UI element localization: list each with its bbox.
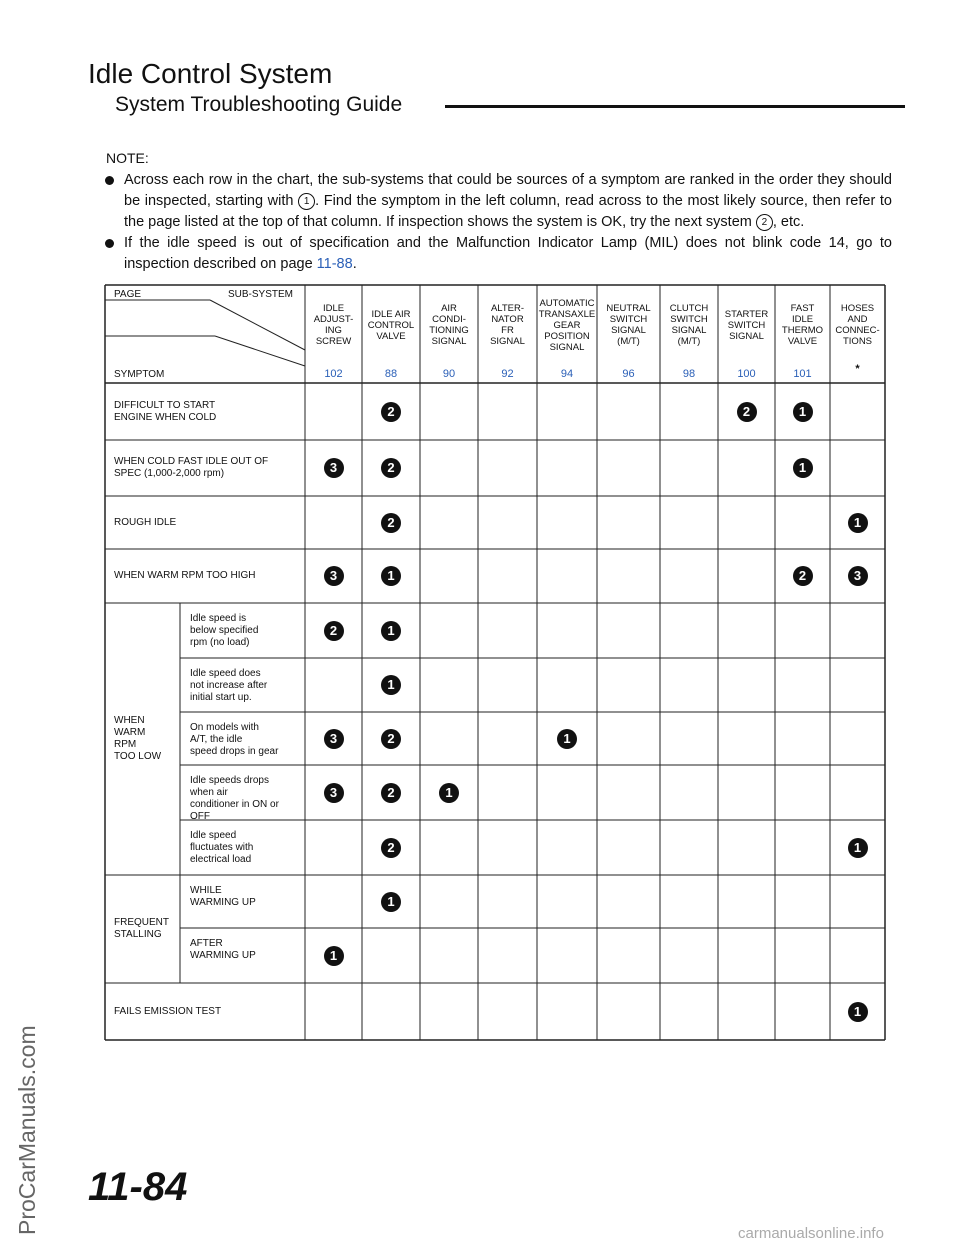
page-number: 11-84 bbox=[88, 1165, 188, 1209]
symptom-label-line: WHEN WARM RPM TOO HIGH bbox=[114, 570, 256, 581]
symptom-label-line: WARMING UP bbox=[190, 897, 256, 908]
rank-marker-icon: 2 bbox=[381, 402, 401, 422]
column-header-line: FAST bbox=[790, 303, 815, 314]
rank-marker-icon: 1 bbox=[381, 566, 401, 586]
symptom-label-line: SPEC (1,000-2,000 rpm) bbox=[114, 468, 225, 479]
rank-marker-icon: 2 bbox=[793, 566, 813, 586]
rank-marker-icon: 2 bbox=[324, 621, 344, 641]
rank-marker-icon: 3 bbox=[324, 729, 344, 749]
column-header-line: NEUTRAL bbox=[606, 303, 651, 314]
symptom-label-line: On models with bbox=[190, 722, 259, 733]
symptom-group-label bbox=[114, 917, 169, 941]
symptom-label-line: speed drops in gear bbox=[190, 746, 279, 757]
symptom-label bbox=[114, 400, 301, 424]
column-header-line: THERMO bbox=[781, 325, 824, 336]
symptom-label-line: when air bbox=[190, 787, 228, 798]
circled-number-icon: 1 bbox=[298, 193, 315, 210]
symptom-label bbox=[190, 722, 301, 758]
column-header bbox=[660, 303, 718, 347]
column-header-line: SCREW bbox=[315, 336, 352, 347]
rank-marker-icon: 3 bbox=[848, 566, 868, 586]
rank-marker-icon: 2 bbox=[381, 513, 401, 533]
column-header-line: SIGNAL bbox=[549, 341, 585, 353]
column-header-line: CONDI- bbox=[432, 314, 466, 325]
column-header-line: TIONING bbox=[429, 325, 469, 336]
column-header-line: ALTER- bbox=[490, 303, 525, 314]
column-header-line: CONTROL bbox=[367, 319, 415, 331]
column-page-ref: 94 bbox=[560, 368, 574, 380]
column-header-line: NATOR bbox=[491, 314, 524, 325]
symptom-label-line: WHILE bbox=[190, 885, 222, 896]
column-header-line: SIGNAL bbox=[729, 330, 764, 342]
grid-line bbox=[210, 300, 305, 350]
rank-marker-icon: 2 bbox=[381, 729, 401, 749]
symptom-label-line: Idle speed does bbox=[190, 668, 261, 679]
symptom-label-line: rpm (no load) bbox=[190, 637, 250, 648]
note-2-end: . bbox=[352, 256, 357, 272]
column-page-ref: 90 bbox=[442, 368, 456, 380]
rank-marker-icon: 1 bbox=[439, 783, 459, 803]
column-page-ref: 92 bbox=[501, 368, 514, 380]
column-header-line: CLUTCH bbox=[669, 303, 709, 314]
note-label: NOTE: bbox=[106, 150, 149, 166]
symptom-label bbox=[190, 775, 301, 823]
symptom-label-line: FAILS EMISSION TEST bbox=[114, 1005, 222, 1017]
page-title: Idle Control System bbox=[88, 58, 333, 89]
column-header-line: CONNEC- bbox=[835, 325, 880, 336]
symptom-label-line: Idle speeds drops bbox=[190, 775, 269, 786]
rank-marker-icon: 2 bbox=[381, 783, 401, 803]
symptom-label bbox=[190, 830, 301, 866]
column-page-ref: 98 bbox=[682, 368, 696, 380]
symptom-label-line: AFTER bbox=[190, 938, 223, 949]
column-header-line: (M/T) bbox=[617, 336, 640, 347]
symptom-group-label bbox=[114, 715, 161, 763]
symptom-label-line: not increase after bbox=[190, 680, 268, 691]
corner-subsystem-label: SUB-SYSTEM bbox=[228, 289, 294, 300]
column-header-line: HOSES bbox=[840, 303, 875, 314]
note-2-text: If the idle speed is out of specification and the Malfunction Indicator Lamp (MIL) does not blink code 14, go to inspection described on page bbox=[124, 235, 892, 272]
symptom-label bbox=[190, 938, 301, 962]
symptom-group-label-line: STALLING bbox=[114, 929, 162, 940]
rank-marker-icon: 1 bbox=[793, 458, 813, 478]
column-header bbox=[478, 303, 537, 347]
symptom-label-line: conditioner in ON or bbox=[190, 799, 279, 810]
rank-marker-icon: 1 bbox=[848, 1002, 868, 1022]
symptom-label-line: WARMING UP bbox=[190, 950, 256, 961]
column-header-line: STARTER bbox=[724, 308, 769, 320]
note-1-text-c: , etc. bbox=[772, 214, 805, 230]
rank-marker-icon: 2 bbox=[381, 458, 401, 478]
column-page-ref: * bbox=[855, 363, 860, 375]
column-header-line: SWITCH bbox=[727, 319, 766, 331]
column-page-ref: 102 bbox=[324, 368, 343, 380]
footer-site: carmanualsonline.info bbox=[738, 1225, 884, 1242]
symptom-group-label-line: TOO LOW bbox=[114, 751, 162, 762]
symptom-label-line: initial start up. bbox=[190, 692, 252, 703]
column-header-line: SIGNAL bbox=[431, 336, 467, 347]
page-link[interactable]: 11-88 bbox=[316, 256, 353, 272]
symptom-label-line: DIFFICULT TO START bbox=[114, 399, 216, 411]
circled-number-icon: 2 bbox=[756, 214, 773, 231]
rank-marker-icon: 1 bbox=[381, 892, 401, 912]
column-header-line: SIGNAL bbox=[611, 325, 646, 336]
column-header bbox=[305, 303, 362, 347]
column-page-ref: 101 bbox=[793, 368, 812, 380]
column-header bbox=[420, 303, 478, 347]
rank-marker-icon: 3 bbox=[324, 783, 344, 803]
column-header bbox=[775, 303, 830, 347]
symptom-label bbox=[114, 456, 301, 480]
rank-marker-icon: 2 bbox=[737, 402, 757, 422]
symptom-label bbox=[114, 517, 301, 529]
symptom-label-line: fluctuates with bbox=[190, 842, 254, 853]
column-header-line: AUTOMATIC bbox=[539, 297, 595, 309]
grid-line bbox=[215, 336, 305, 366]
watermark: ProCarManuals.com bbox=[14, 1025, 40, 1235]
column-header-line: AND bbox=[847, 314, 868, 325]
corner-page-label: PAGE bbox=[114, 289, 142, 300]
rank-marker-icon: 1 bbox=[557, 729, 577, 749]
column-header-line: POSITION bbox=[544, 330, 590, 342]
column-header-line: VALVE bbox=[376, 330, 406, 342]
symptom-label-line: A/T, the idle bbox=[190, 734, 243, 745]
column-header bbox=[537, 298, 597, 353]
column-header-line: IDLE bbox=[322, 303, 345, 314]
column-header-line: VALVE bbox=[787, 336, 818, 347]
rank-marker-icon: 1 bbox=[381, 675, 401, 695]
symptom-label bbox=[190, 668, 301, 704]
column-header-line: SIGNAL bbox=[671, 325, 707, 336]
rank-marker-icon: 1 bbox=[848, 513, 868, 533]
column-header bbox=[830, 303, 885, 347]
symptom-label bbox=[190, 613, 301, 649]
column-header-line: TIONS bbox=[842, 336, 873, 347]
rank-marker-icon: 1 bbox=[381, 621, 401, 641]
column-header-line: SWITCH bbox=[670, 314, 708, 325]
symptom-label-line: OFF bbox=[190, 811, 210, 822]
symptom-group-label-line: FREQUENT bbox=[114, 917, 169, 928]
symptom-label bbox=[114, 570, 301, 582]
note-1-text-a: Across each row in the chart, the sub-systems that could be sources of a symptom are ranked in the order they should be inspected, starting with bbox=[124, 172, 892, 209]
rank-marker-icon: 1 bbox=[793, 402, 813, 422]
column-header bbox=[362, 309, 420, 342]
rank-marker-icon: 2 bbox=[381, 838, 401, 858]
column-header-line: TRANSAXLE bbox=[538, 308, 596, 320]
symptom-label-line: below specified bbox=[190, 625, 259, 636]
column-header-line: SIGNAL bbox=[490, 336, 525, 347]
corner-symptom-label: SYMPTOM bbox=[114, 369, 165, 380]
column-header-line: IDLE AIR bbox=[371, 308, 411, 320]
column-header-line: IDLE bbox=[791, 314, 814, 325]
symptom-label-line: electrical load bbox=[190, 854, 252, 865]
column-header-line: (M/T) bbox=[677, 336, 701, 347]
column-header-line: AIR bbox=[441, 303, 457, 314]
column-page-ref: 96 bbox=[622, 368, 635, 380]
column-header-line: SWITCH bbox=[609, 314, 648, 325]
note-1-text-b: . Find the symptom in the left column, read across to the most likely source, then refer to the page listed at the top of that column. If inspection shows the system is OK, try the next system bbox=[124, 193, 893, 230]
column-page-ref: 100 bbox=[737, 368, 756, 380]
column-header-line: ADJUST- bbox=[313, 314, 354, 325]
symptom-group-label-line: RPM bbox=[114, 739, 137, 750]
symptom-label bbox=[114, 1006, 301, 1018]
rank-marker-icon: 1 bbox=[324, 946, 344, 966]
rank-marker-icon: 3 bbox=[324, 458, 344, 478]
rank-marker-icon: 1 bbox=[848, 838, 868, 858]
symptom-label-line: WHEN COLD FAST IDLE OUT OF bbox=[114, 456, 269, 467]
symptom-label-line: Idle speed bbox=[190, 830, 237, 841]
section-subtitle: System Troubleshooting Guide bbox=[115, 93, 403, 116]
symptom-label-line: ROUGH IDLE bbox=[114, 516, 177, 528]
column-header-line: FR bbox=[501, 325, 514, 336]
column-header bbox=[718, 309, 775, 342]
symptom-label bbox=[190, 885, 301, 909]
symptom-group-label-line: WHEN bbox=[114, 715, 145, 726]
column-page-ref: 88 bbox=[384, 368, 398, 380]
symptom-group-label-line: WARM bbox=[114, 727, 146, 738]
column-header bbox=[597, 303, 660, 347]
column-header-line: ING bbox=[325, 325, 342, 336]
rank-marker-icon: 3 bbox=[324, 566, 344, 586]
column-header-line: GEAR bbox=[553, 319, 581, 331]
symptom-label-line: ENGINE WHEN COLD bbox=[114, 411, 217, 423]
symptom-label-line: Idle speed is bbox=[190, 613, 247, 624]
